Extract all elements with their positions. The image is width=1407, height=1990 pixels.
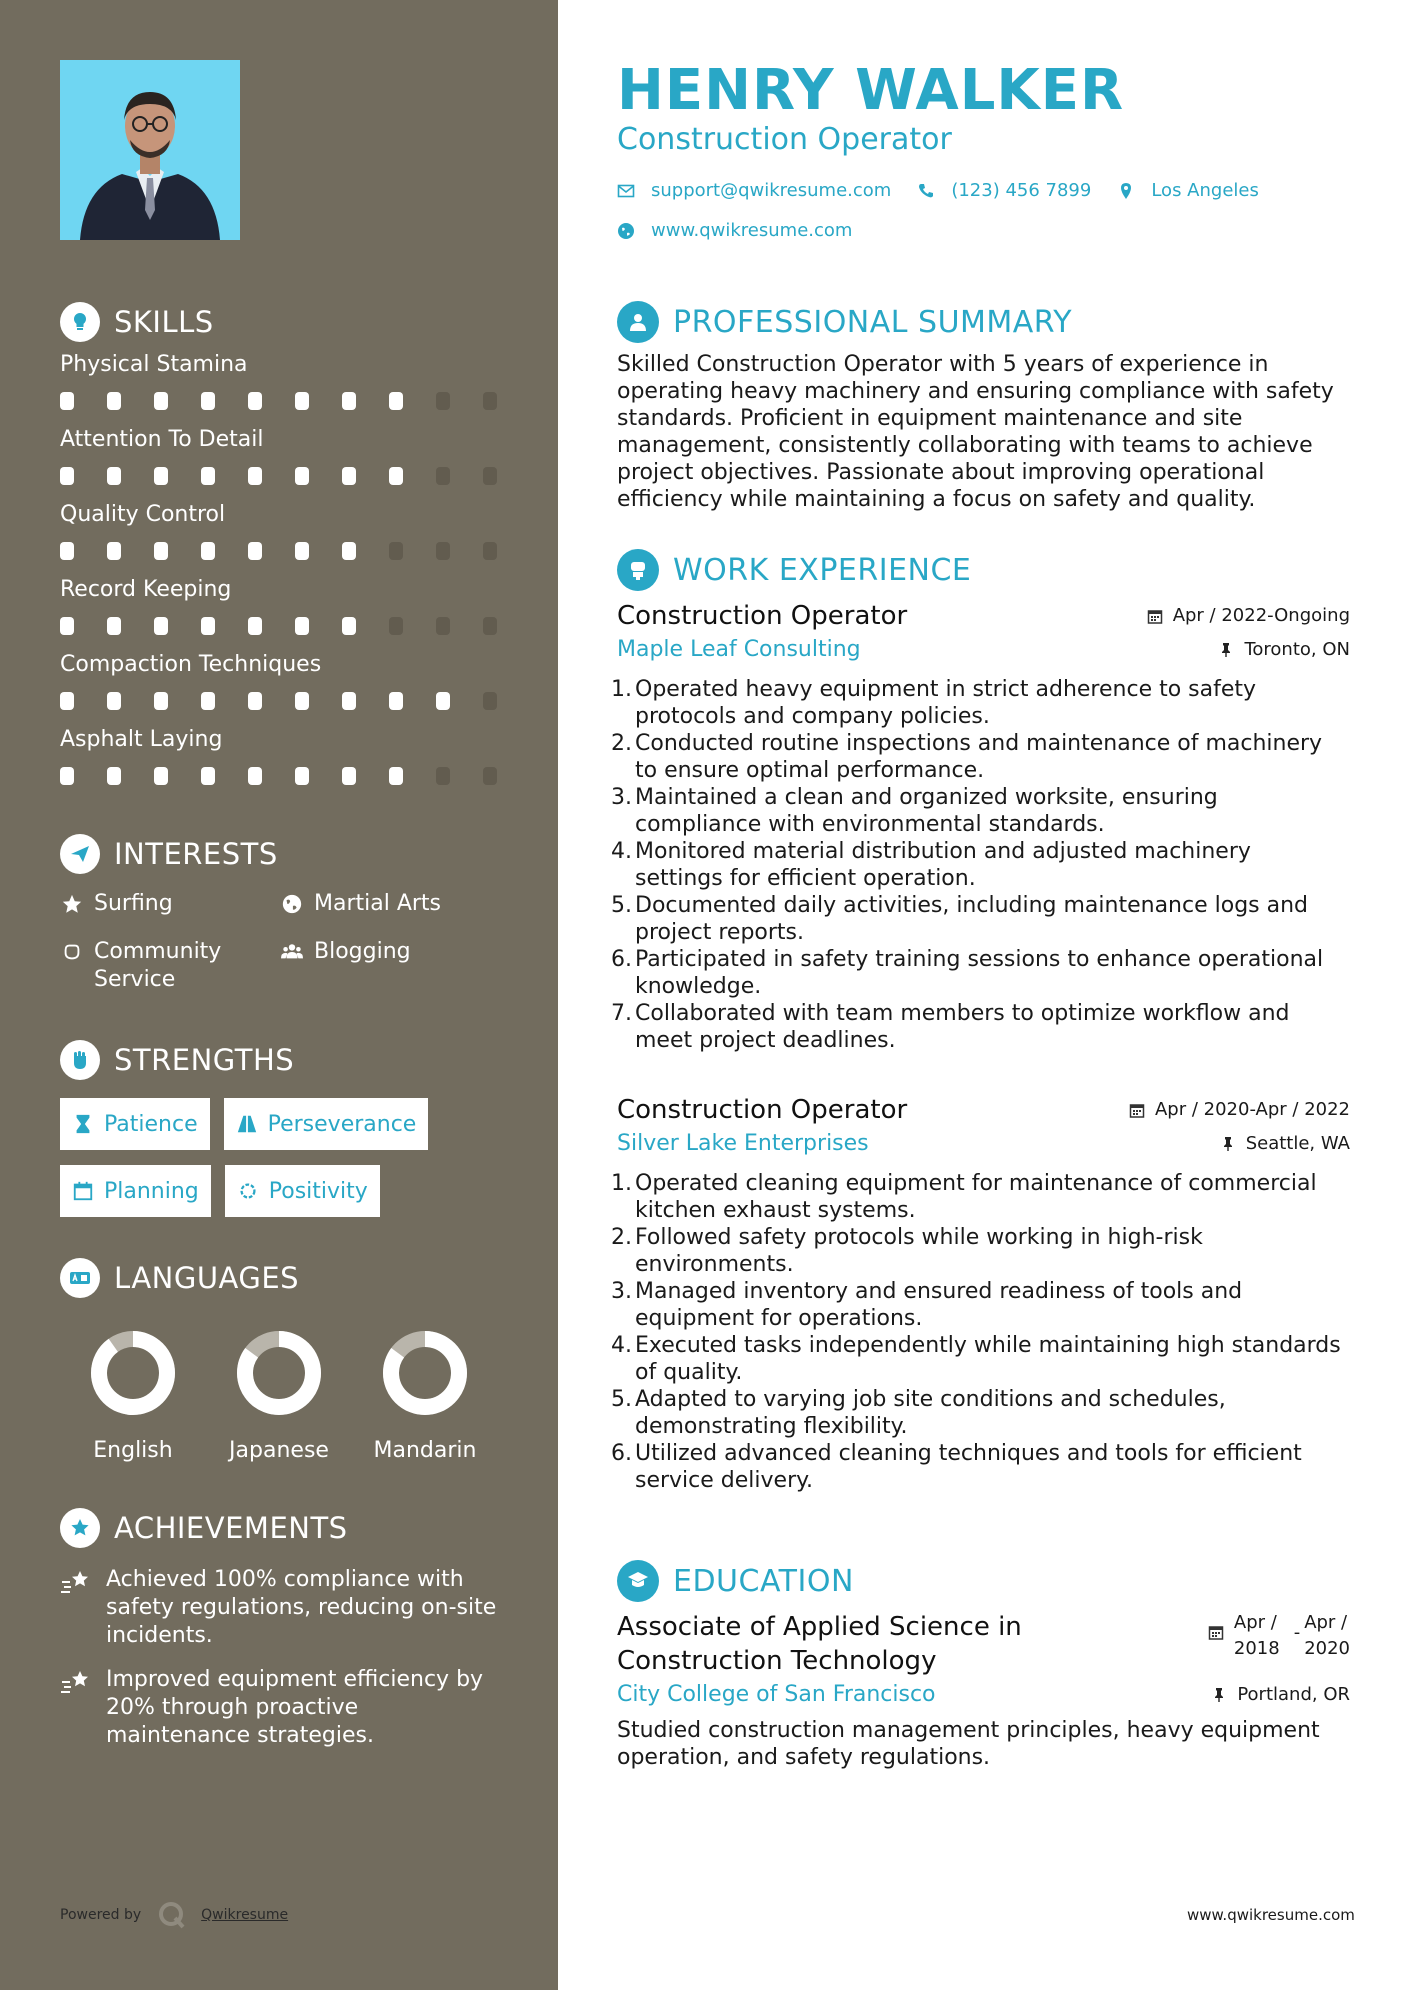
- skill-rating: [60, 542, 500, 560]
- rating-dot-filled: [154, 467, 168, 485]
- rating-dot-filled: [60, 392, 74, 410]
- achievement-text: Improved equipment efficiency by 20% through proactive maintenance strategies.: [106, 1667, 484, 1748]
- bullet-number: 5.: [611, 1387, 632, 1412]
- rating-dot-filled: [107, 692, 121, 710]
- skills-section: [60, 300, 500, 798]
- job-bullet: [611, 1000, 1350, 1054]
- job-entry: [611, 1093, 1350, 1494]
- summary-text: Skilled Construction Operator with 5 years of experience in operating heavy machinery and ensuring compliance with safety standards. Proficient in equipment maintenance and site management, consistently collaborating with teams to achieve project objectives. Passionate about improving operational efficiency while maintaining a focus on safety and quality.: [617, 352, 1334, 512]
- rating-dot-filled: [154, 692, 168, 710]
- interests-title: INTERESTS: [114, 837, 278, 871]
- bullet-number: 4.: [611, 839, 632, 864]
- language-name: Japanese: [229, 1438, 329, 1463]
- languages-section: [60, 1256, 500, 1463]
- rating-dot-filled: [154, 542, 168, 560]
- education-end-year: 2020: [1304, 1638, 1350, 1659]
- school-name: City College of San Francisco: [617, 1682, 936, 1707]
- website-row: [617, 220, 878, 241]
- job-title: Construction Operator: [617, 601, 908, 631]
- language-item: [60, 1330, 206, 1463]
- skill-rating: [60, 617, 500, 635]
- profile-photo: [60, 60, 240, 240]
- education-start-year: 2018: [1233, 1638, 1280, 1659]
- bullet-text: Conducted routine inspections and maintenance of machinery to ensure optimal performance.: [635, 731, 1323, 783]
- job-dates: [1147, 605, 1350, 626]
- strengths-list: [60, 1098, 520, 1232]
- rating-dot-filled: [389, 467, 403, 485]
- languages-title: LANGUAGES: [114, 1261, 300, 1295]
- donut-fill: [99, 1339, 167, 1407]
- rating-dot-filled: [248, 392, 262, 410]
- skill-rating: [60, 467, 500, 485]
- languages-header: [60, 1256, 500, 1300]
- rating-dot-filled: [201, 392, 215, 410]
- rating-dot-filled: [248, 617, 262, 635]
- rating-dot-filled: [201, 542, 215, 560]
- rating-dot-filled: [107, 767, 121, 785]
- rating-dot-filled: [342, 692, 356, 710]
- interests-header: [60, 832, 500, 876]
- qwikresume-link[interactable]: Qwikresume: [201, 1907, 289, 1923]
- bullet-text: Operated cleaning equipment for maintenance of commercial kitchen exhaust systems.: [635, 1171, 1317, 1223]
- interest-label: Blogging: [314, 939, 411, 964]
- job-bullet: [611, 1278, 1350, 1332]
- bullet-text: Executed tasks independently while maintaining high standards of quality.: [635, 1333, 1341, 1385]
- bullet-text: Collaborated with team members to optimize workflow and meet project deadlines.: [635, 1001, 1290, 1053]
- skill-rating: [60, 392, 500, 410]
- interest-item: [280, 890, 500, 918]
- experience-header: [617, 548, 971, 592]
- rating-dot-filled: [248, 692, 262, 710]
- rating-dot-filled: [154, 617, 168, 635]
- skill-name: Attention To Detail: [60, 427, 264, 452]
- website-text: www.qwikresume.com: [651, 220, 853, 241]
- calendar-icon: [72, 1180, 94, 1202]
- powered-by: [60, 1900, 288, 1930]
- rating-dot-filled: [201, 467, 215, 485]
- achievements-section: [60, 1506, 500, 1764]
- map-pin-icon: [1117, 182, 1135, 200]
- interest-label: Martial Arts: [314, 891, 442, 916]
- skill-rating: [60, 767, 500, 785]
- strength-label: Planning: [104, 1178, 199, 1204]
- skill-item: [60, 723, 500, 798]
- skills-title: SKILLS: [114, 305, 214, 339]
- job-bullet: [611, 838, 1350, 892]
- education-date-separator: -: [1293, 1622, 1301, 1643]
- job-bullet: [611, 1440, 1350, 1494]
- education-entry: [617, 1610, 1350, 1771]
- degree-line-1: Associate of Applied Science in: [617, 1612, 1022, 1642]
- trophy-star-icon: [60, 1508, 100, 1548]
- rating-dot-filled: [295, 617, 309, 635]
- bullet-text: Participated in safety training sessions to enhance operational knowledge.: [635, 947, 1324, 999]
- job-dates-text: Apr / 2020-Apr / 2022: [1154, 1099, 1350, 1120]
- rating-dot-empty: [436, 617, 450, 635]
- pushpin-icon: [1211, 1687, 1227, 1703]
- degree-line-2: Construction Technology: [617, 1646, 937, 1676]
- rating-dot-filled: [107, 467, 121, 485]
- translate-icon: [60, 1258, 100, 1298]
- language-donut: [236, 1330, 322, 1416]
- job-location: [1220, 1133, 1350, 1154]
- strength-label: Perseverance: [267, 1111, 417, 1137]
- education-end: [1304, 1610, 1350, 1662]
- website-contact[interactable]: [617, 220, 852, 241]
- shooting-star-icon: [60, 1666, 92, 1700]
- skill-name: Physical Stamina: [60, 352, 248, 377]
- rating-dot-filled: [248, 467, 262, 485]
- users-icon: [280, 938, 304, 966]
- rating-dot-filled: [342, 467, 356, 485]
- candidate-name: HENRY WALKER: [617, 58, 1125, 123]
- education-start-month: Apr /: [1233, 1612, 1277, 1633]
- rating-dot-empty: [436, 392, 450, 410]
- rating-dot-filled: [342, 392, 356, 410]
- rating-dot-empty: [436, 467, 450, 485]
- rating-dot-empty: [389, 617, 403, 635]
- rating-dot-filled: [342, 767, 356, 785]
- location-contact: [1117, 180, 1259, 201]
- job-bullet: [611, 1224, 1350, 1278]
- location-text: Los Angeles: [1151, 180, 1259, 201]
- language-name: English: [93, 1438, 173, 1463]
- interests-section: [60, 832, 500, 994]
- paper-plane-icon: [60, 834, 100, 874]
- bullet-number: 2.: [611, 1225, 632, 1250]
- job-dates: [1129, 1099, 1350, 1120]
- rating-dot-filled: [389, 767, 403, 785]
- skill-rating: [60, 692, 500, 710]
- skill-name: Asphalt Laying: [60, 727, 223, 752]
- globe-icon: [617, 222, 635, 240]
- achievements-header: [60, 1506, 500, 1550]
- bullet-text: Managed inventory and ensured readiness of tools and equipment for operations.: [635, 1279, 1243, 1331]
- rating-dot-empty: [483, 767, 497, 785]
- rating-dot-filled: [295, 692, 309, 710]
- rating-dot-filled: [201, 767, 215, 785]
- experience-title: WORK EXPERIENCE: [673, 552, 972, 588]
- strength-badge: [60, 1098, 210, 1150]
- email-contact[interactable]: [617, 180, 891, 201]
- job-bullet: [611, 784, 1350, 838]
- achievement-item: [60, 1566, 500, 1650]
- skill-item: [60, 348, 500, 423]
- language-item: [206, 1330, 352, 1463]
- education-description: Studied construction management principles, heavy equipment operation, and safety regulations.: [617, 1718, 1320, 1770]
- envelope-icon: [617, 182, 635, 200]
- email-text: support@qwikresume.com: [651, 180, 892, 201]
- summary-title: PROFESSIONAL SUMMARY: [673, 304, 1073, 340]
- strengths-section: [60, 1038, 500, 1232]
- job-location: [1218, 639, 1350, 660]
- skill-item: [60, 648, 500, 723]
- achievement-item: [60, 1666, 500, 1750]
- calendar-icon: [1147, 608, 1163, 624]
- education-title: EDUCATION: [673, 1563, 854, 1599]
- job-bullets: [611, 676, 1350, 1054]
- bullet-text: Monitored material distribution and adjusted machinery settings for efficient operation.: [635, 839, 1251, 891]
- skill-name: Record Keeping: [60, 577, 232, 602]
- qwikresume-logo-icon: [157, 1900, 187, 1930]
- lightbulb-icon: [60, 302, 100, 342]
- rating-dot-empty: [436, 767, 450, 785]
- language-name: Mandarin: [373, 1438, 477, 1463]
- job-title: Construction Operator: [617, 1095, 908, 1125]
- job-bullet: [611, 1386, 1350, 1440]
- rating-dot-filled: [107, 392, 121, 410]
- phone-text: (123) 456 7899: [951, 180, 1092, 201]
- globe-icon: [280, 890, 304, 918]
- rating-dot-empty: [483, 617, 497, 635]
- rating-dot-filled: [201, 617, 215, 635]
- bullet-text: Followed safety protocols while working in high-risk environments.: [635, 1225, 1203, 1277]
- rating-dot-empty: [483, 692, 497, 710]
- strengths-title: STRENGTHS: [114, 1043, 295, 1077]
- graduation-icon: [617, 1560, 659, 1602]
- interest-label: Community Service: [94, 939, 222, 992]
- bullet-number: 1.: [611, 677, 632, 702]
- job-dates-text: Apr / 2022-Ongoing: [1172, 605, 1350, 626]
- phone-contact[interactable]: [917, 180, 1091, 201]
- job-bullet: [611, 946, 1350, 1000]
- interest-item: [280, 938, 500, 994]
- rating-dot-filled: [295, 767, 309, 785]
- company-name: Silver Lake Enterprises: [617, 1131, 869, 1156]
- job-bullet: [611, 676, 1350, 730]
- hourglass-icon: [72, 1113, 94, 1135]
- strength-label: Patience: [104, 1111, 198, 1137]
- skill-name: Compaction Techniques: [60, 652, 322, 677]
- school-location: Portland, OR: [1211, 1684, 1350, 1705]
- briefcase-icon: [617, 549, 659, 591]
- bullet-text: Operated heavy equipment in strict adherence to safety protocols and company policies.: [635, 677, 1257, 729]
- education-start: [1234, 1610, 1280, 1662]
- education-end-month: Apr /: [1304, 1612, 1348, 1633]
- rating-dot-empty: [483, 542, 497, 560]
- skill-item: [60, 498, 500, 573]
- bullet-number: 1.: [611, 1171, 632, 1196]
- bullet-number: 4.: [611, 1333, 632, 1358]
- interest-label: Surfing: [94, 891, 173, 916]
- education-header: [617, 1559, 854, 1603]
- rating-dot-filled: [342, 542, 356, 560]
- achievement-text: Achieved 100% compliance with safety regulations, reducing on-site incidents.: [106, 1567, 497, 1648]
- bullet-text: Utilized advanced cleaning techniques and tools for efficient service delivery.: [635, 1441, 1302, 1493]
- user-icon: [617, 301, 659, 343]
- powered-by-label: Powered by: [60, 1907, 142, 1923]
- rating-dot-filled: [60, 542, 74, 560]
- sidebar: [0, 0, 558, 1990]
- skills-list: [60, 348, 500, 798]
- skill-item: [60, 573, 500, 648]
- skills-header: [60, 300, 500, 344]
- bullet-text: Maintained a clean and organized worksite, ensuring compliance with environmental standards.: [635, 785, 1218, 837]
- rating-dot-filled: [389, 392, 403, 410]
- sun-icon: [237, 1180, 259, 1202]
- pushpin-icon: [1218, 642, 1234, 658]
- road-icon: [236, 1113, 258, 1135]
- job-bullet: [611, 892, 1350, 946]
- fist-icon: [60, 1040, 100, 1080]
- rating-dot-filled: [154, 392, 168, 410]
- summary-header: [617, 300, 1072, 344]
- education-dates: [1208, 1610, 1350, 1662]
- bullet-number: 5.: [611, 893, 632, 918]
- contact-row: [617, 180, 1285, 201]
- phone-icon: [917, 182, 935, 200]
- bullet-number: 2.: [611, 731, 632, 756]
- strength-badge: [225, 1165, 380, 1217]
- shooting-star-icon: [60, 1566, 92, 1600]
- degree-title: [617, 1610, 1022, 1678]
- rating-dot-empty: [436, 542, 450, 560]
- footer-url[interactable]: www.qwikresume.com: [1187, 1906, 1355, 1924]
- rating-dot-filled: [60, 467, 74, 485]
- bullet-number: 7.: [611, 1001, 632, 1026]
- bullet-number: 3.: [611, 1279, 632, 1304]
- job-bullet: [611, 730, 1350, 784]
- interest-item: [60, 890, 280, 918]
- skill-name: Quality Control: [60, 502, 226, 527]
- hand-icon: [60, 938, 84, 966]
- languages-list: [60, 1330, 500, 1463]
- language-donut: [382, 1330, 468, 1416]
- rating-dot-filled: [107, 617, 121, 635]
- rating-dot-filled: [295, 542, 309, 560]
- rating-dot-filled: [389, 692, 403, 710]
- bullet-text: Adapted to varying job site conditions and schedules, demonstrating flexibility.: [635, 1387, 1226, 1439]
- strengths-header: [60, 1038, 500, 1082]
- rating-dot-filled: [295, 467, 309, 485]
- achievements-title: ACHIEVEMENTS: [114, 1511, 348, 1545]
- job-bullet: [611, 1170, 1350, 1224]
- strength-badge: [224, 1098, 429, 1150]
- star-icon: [60, 890, 84, 918]
- rating-dot-filled: [248, 767, 262, 785]
- rating-dot-empty: [389, 542, 403, 560]
- rating-dot-filled: [60, 692, 74, 710]
- rating-dot-filled: [436, 692, 450, 710]
- job-location-text: Toronto, ON: [1244, 639, 1350, 660]
- bullet-number: 3.: [611, 785, 632, 810]
- job-location-text: Seattle, WA: [1245, 1133, 1350, 1154]
- strength-label: Positivity: [268, 1178, 368, 1204]
- calendar-icon: [1208, 1624, 1224, 1640]
- strength-badge: [60, 1165, 211, 1217]
- rating-dot-filled: [60, 767, 74, 785]
- job-bullet: [611, 1332, 1350, 1386]
- bullet-number: 6.: [611, 1441, 632, 1466]
- company-name: Maple Leaf Consulting: [617, 637, 861, 662]
- rating-dot-filled: [107, 542, 121, 560]
- interests-list: [60, 890, 500, 994]
- rating-dot-filled: [60, 617, 74, 635]
- bullet-number: 6.: [611, 947, 632, 972]
- job-entry: [611, 599, 1350, 1054]
- calendar-icon: [1129, 1102, 1145, 1118]
- rating-dot-filled: [248, 542, 262, 560]
- rating-dot-empty: [483, 392, 497, 410]
- rating-dot-filled: [154, 767, 168, 785]
- bullet-text: Documented daily activities, including maintenance logs and project reports.: [635, 893, 1309, 945]
- rating-dot-filled: [295, 392, 309, 410]
- language-donut: [90, 1330, 176, 1416]
- rating-dot-filled: [342, 617, 356, 635]
- job-bullets: [611, 1170, 1350, 1494]
- pushpin-icon: [1220, 1136, 1236, 1152]
- candidate-role: Construction Operator: [617, 122, 952, 157]
- interest-item: [60, 938, 280, 994]
- rating-dot-empty: [483, 467, 497, 485]
- rating-dot-filled: [201, 692, 215, 710]
- skill-item: [60, 423, 500, 498]
- language-item: [352, 1330, 498, 1463]
